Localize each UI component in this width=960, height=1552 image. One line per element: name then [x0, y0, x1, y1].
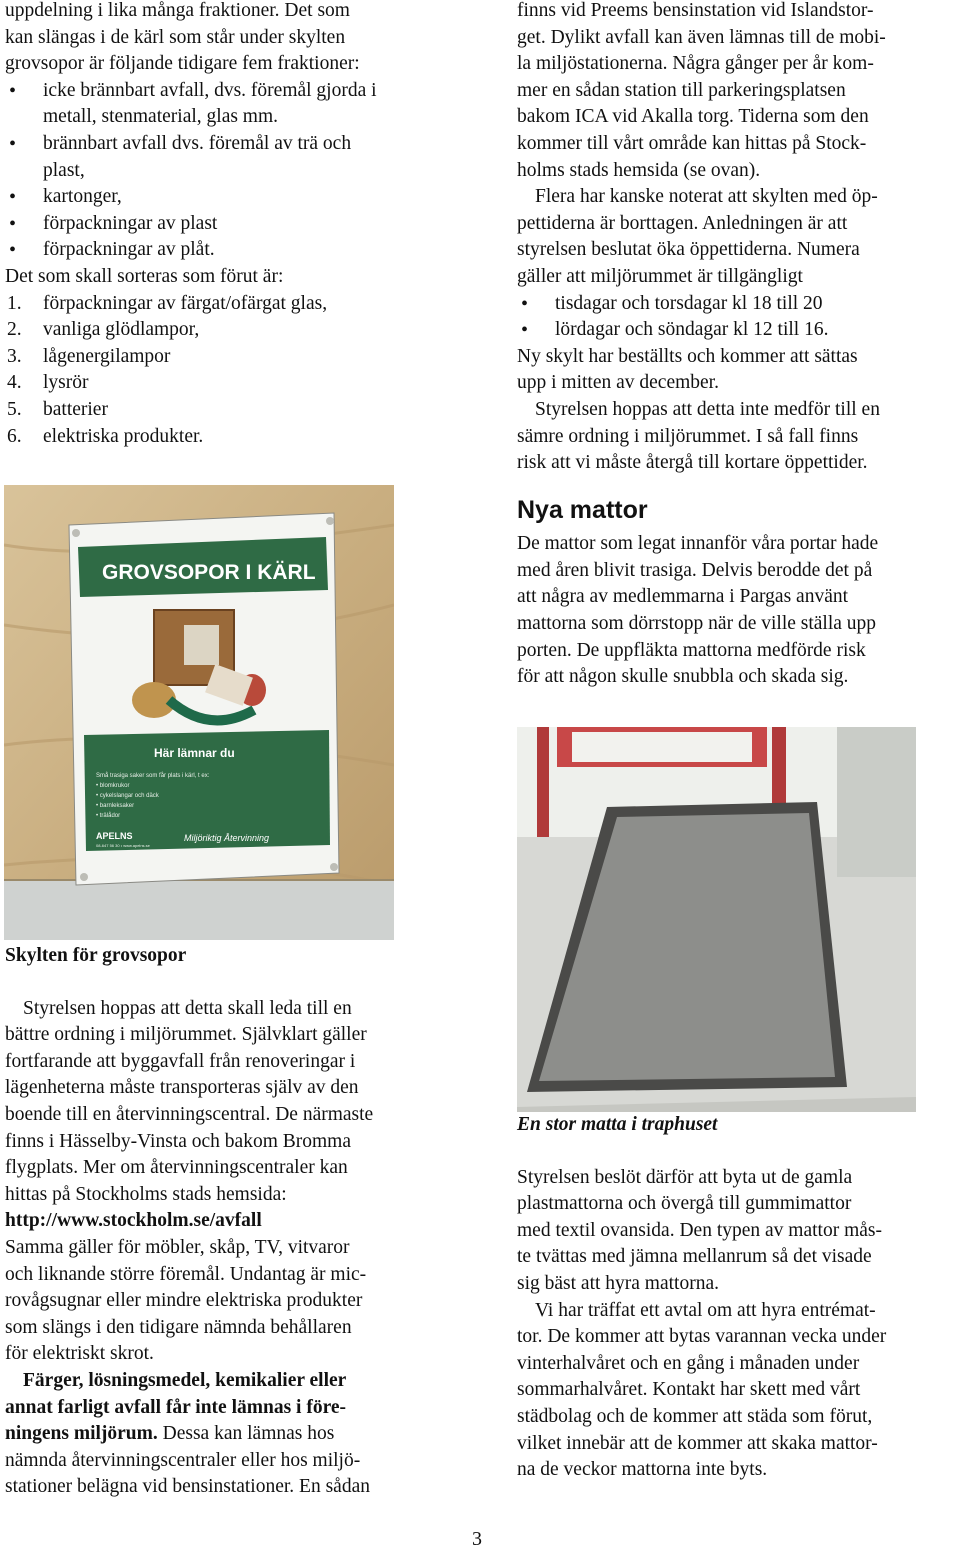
list-item: 2. vanliga glödlampor, — [7, 319, 200, 341]
paragraph: finns vid Preems bensinstation vid Islandstor- get. Dylikt avfall kan även lämnas till de mobi- la miljöstationerna. Några gånger per år kom- mer en sådan station till parkeringsplatsen bakom ICA vid Akalla torg. Tiderna som den kommer till vårt område kan hittas på Stock- holms stads hemsida (se ovan). — [517, 0, 886, 181]
opening-hours-list — [517, 291, 957, 344]
list-item: 3. lågenergilampor — [7, 345, 171, 367]
list-item: 4. lysrör — [7, 372, 89, 394]
section-heading: Nya mattor — [517, 495, 648, 524]
paragraph: Färger, lösningsmedel, kemikalier eller annat farligt avfall får inte lämnas i före- ningens miljörum. Dessa kan lämnas hos nämnda återvinningscentraler eller hos miljö- stationer belägna vid bensinstationer. En sådan — [5, 1369, 370, 1498]
poster-brand: APELNS — [96, 831, 133, 841]
list-item: • tisdagar och torsdagar kl 18 till 20 — [517, 291, 957, 318]
fraction-list — [5, 78, 445, 264]
poster-photo — [4, 485, 394, 940]
poster-banner: Här lämnar du — [154, 746, 235, 760]
left-column-top — [5, 0, 445, 450]
paragraph: Ny skylt har beställts och kommer att sättas upp i mitten av december. — [517, 345, 858, 394]
paragraph: Flera har kanske noterat att skylten med öp- pettiderna är borttagen. Anledningen är att styrelsen beslutat öka öppettiderna. Numera gäller att miljörummet är tillgängligt — [517, 186, 878, 287]
poster-list-line: • barnleksaker — [96, 803, 135, 809]
list-item: 5. batterier — [7, 398, 108, 420]
poster-photo-graphic — [4, 485, 394, 940]
list-item: • icke brännbart avfall, dvs. föremål gjorda i metall, stenmaterial, glas mm. — [5, 78, 445, 131]
paragraph: De mattor som legat innanför våra portar hade med åren blivit trasiga. Delvis berodde det på att några av medlemmarna i Pargas använt mattorna som dörrstopp när de ville ställa upp porten. De uppfläkta mattorna medförde risk för att någon skulle snubbla och skada sig. — [517, 533, 879, 688]
paragraph: Styrelsen beslöt därför att byta ut de gamla plastmattorna och övergå till gummimattor med textil ovansida. Den typen av mattor mås- te tvättas med jämna mellanrum så det visade sig bäst att hyra mattorna. — [517, 1166, 882, 1294]
page-number: 3 — [472, 1528, 482, 1550]
list-item: 1. förpackningar av färgat/ofärgat glas, — [7, 292, 328, 314]
right-column-bottom — [517, 1112, 959, 1484]
photo-caption: En stor matta i traphuset — [517, 1114, 718, 1135]
poster-phone: 08-647 56 30 • www.apelns.se — [96, 843, 150, 848]
mat-photo — [517, 727, 916, 1112]
mat-photo-graphic — [517, 727, 916, 1112]
list-item: • förpackningar av plast — [5, 211, 445, 238]
list-item: • brännbart avfall dvs. föremål av trä och plast, — [5, 131, 445, 184]
poster-list-line: • blomkrukor — [96, 783, 130, 789]
left-column-bottom — [5, 943, 450, 1501]
intro-paragraph: uppdelning i lika många fraktioner. Det som kan slängas i de kärl som står under skylten grovsopor är följande tidigare fem fraktioner: — [5, 0, 360, 75]
list-item: • lördagar och söndagar kl 12 till 16. — [517, 317, 957, 344]
sort-intro: Det som skall sorteras som förut är: — [5, 265, 284, 287]
poster-list-line: • cykelslangar och däck — [96, 793, 159, 799]
list-item: 6. elektriska produkter. — [7, 425, 204, 447]
paragraph: Vi har träffat ett avtal om att hyra entrémat- tor. De kommer att bytas varannan vecka under vinterhalvåret och en gång i månaden under sommarhalvåret. Kontakt har skett med vårt städbolag och de kommer att städa som förut, vilket innebär att de kommer att skaka mattor- na de veckor mattorna inte byts. — [517, 1299, 887, 1481]
list-item: • kartonger, — [5, 184, 445, 211]
paragraph: Styrelsen hoppas att detta skall leda till en bättre ordning i miljörummet. Självklart gäller fortfarande att byggavfall från renoveringar i lägenheterna måste transporteras själv av den boende till en återvinningscentral. De närmaste finns i Hässelby-Vinsta och bakom Bromma flygplats. Mer om återvinningscentraler kan hittas på Stockholms stads hemsida: http://www.stockholm.se/avfall — [5, 997, 374, 1232]
poster-slogan: Miljöriktig Återvinning — [184, 833, 270, 843]
list-item: • förpackningar av plåt. — [5, 237, 445, 264]
url-link[interactable]: http://www.stockholm.se/avfall — [5, 1210, 262, 1232]
paragraph: Styrelsen hoppas att detta inte medför till en sämre ordning i miljörummet. I så fall finns risk att vi måste återgå till kortare öppettider. — [517, 398, 880, 474]
poster-list-line: Små trasiga saker som får plats i kärl, t ex: — [96, 773, 210, 779]
photo-caption: Skylten för grovsopor — [5, 945, 187, 966]
poster-title: GROVSOPOR I KÄRL — [102, 561, 316, 584]
right-column-top — [517, 0, 957, 691]
poster-list-line: • trälådor — [96, 813, 121, 819]
paragraph: Samma gäller för möbler, skåp, TV, vitvaror och liknande större föremål. Undantag är mic- rovågsugnar eller mindre elektriska produkter som slängs i den tidigare nämnda behållaren för elektriskt skrot. — [5, 1236, 367, 1365]
sort-list — [5, 291, 445, 451]
